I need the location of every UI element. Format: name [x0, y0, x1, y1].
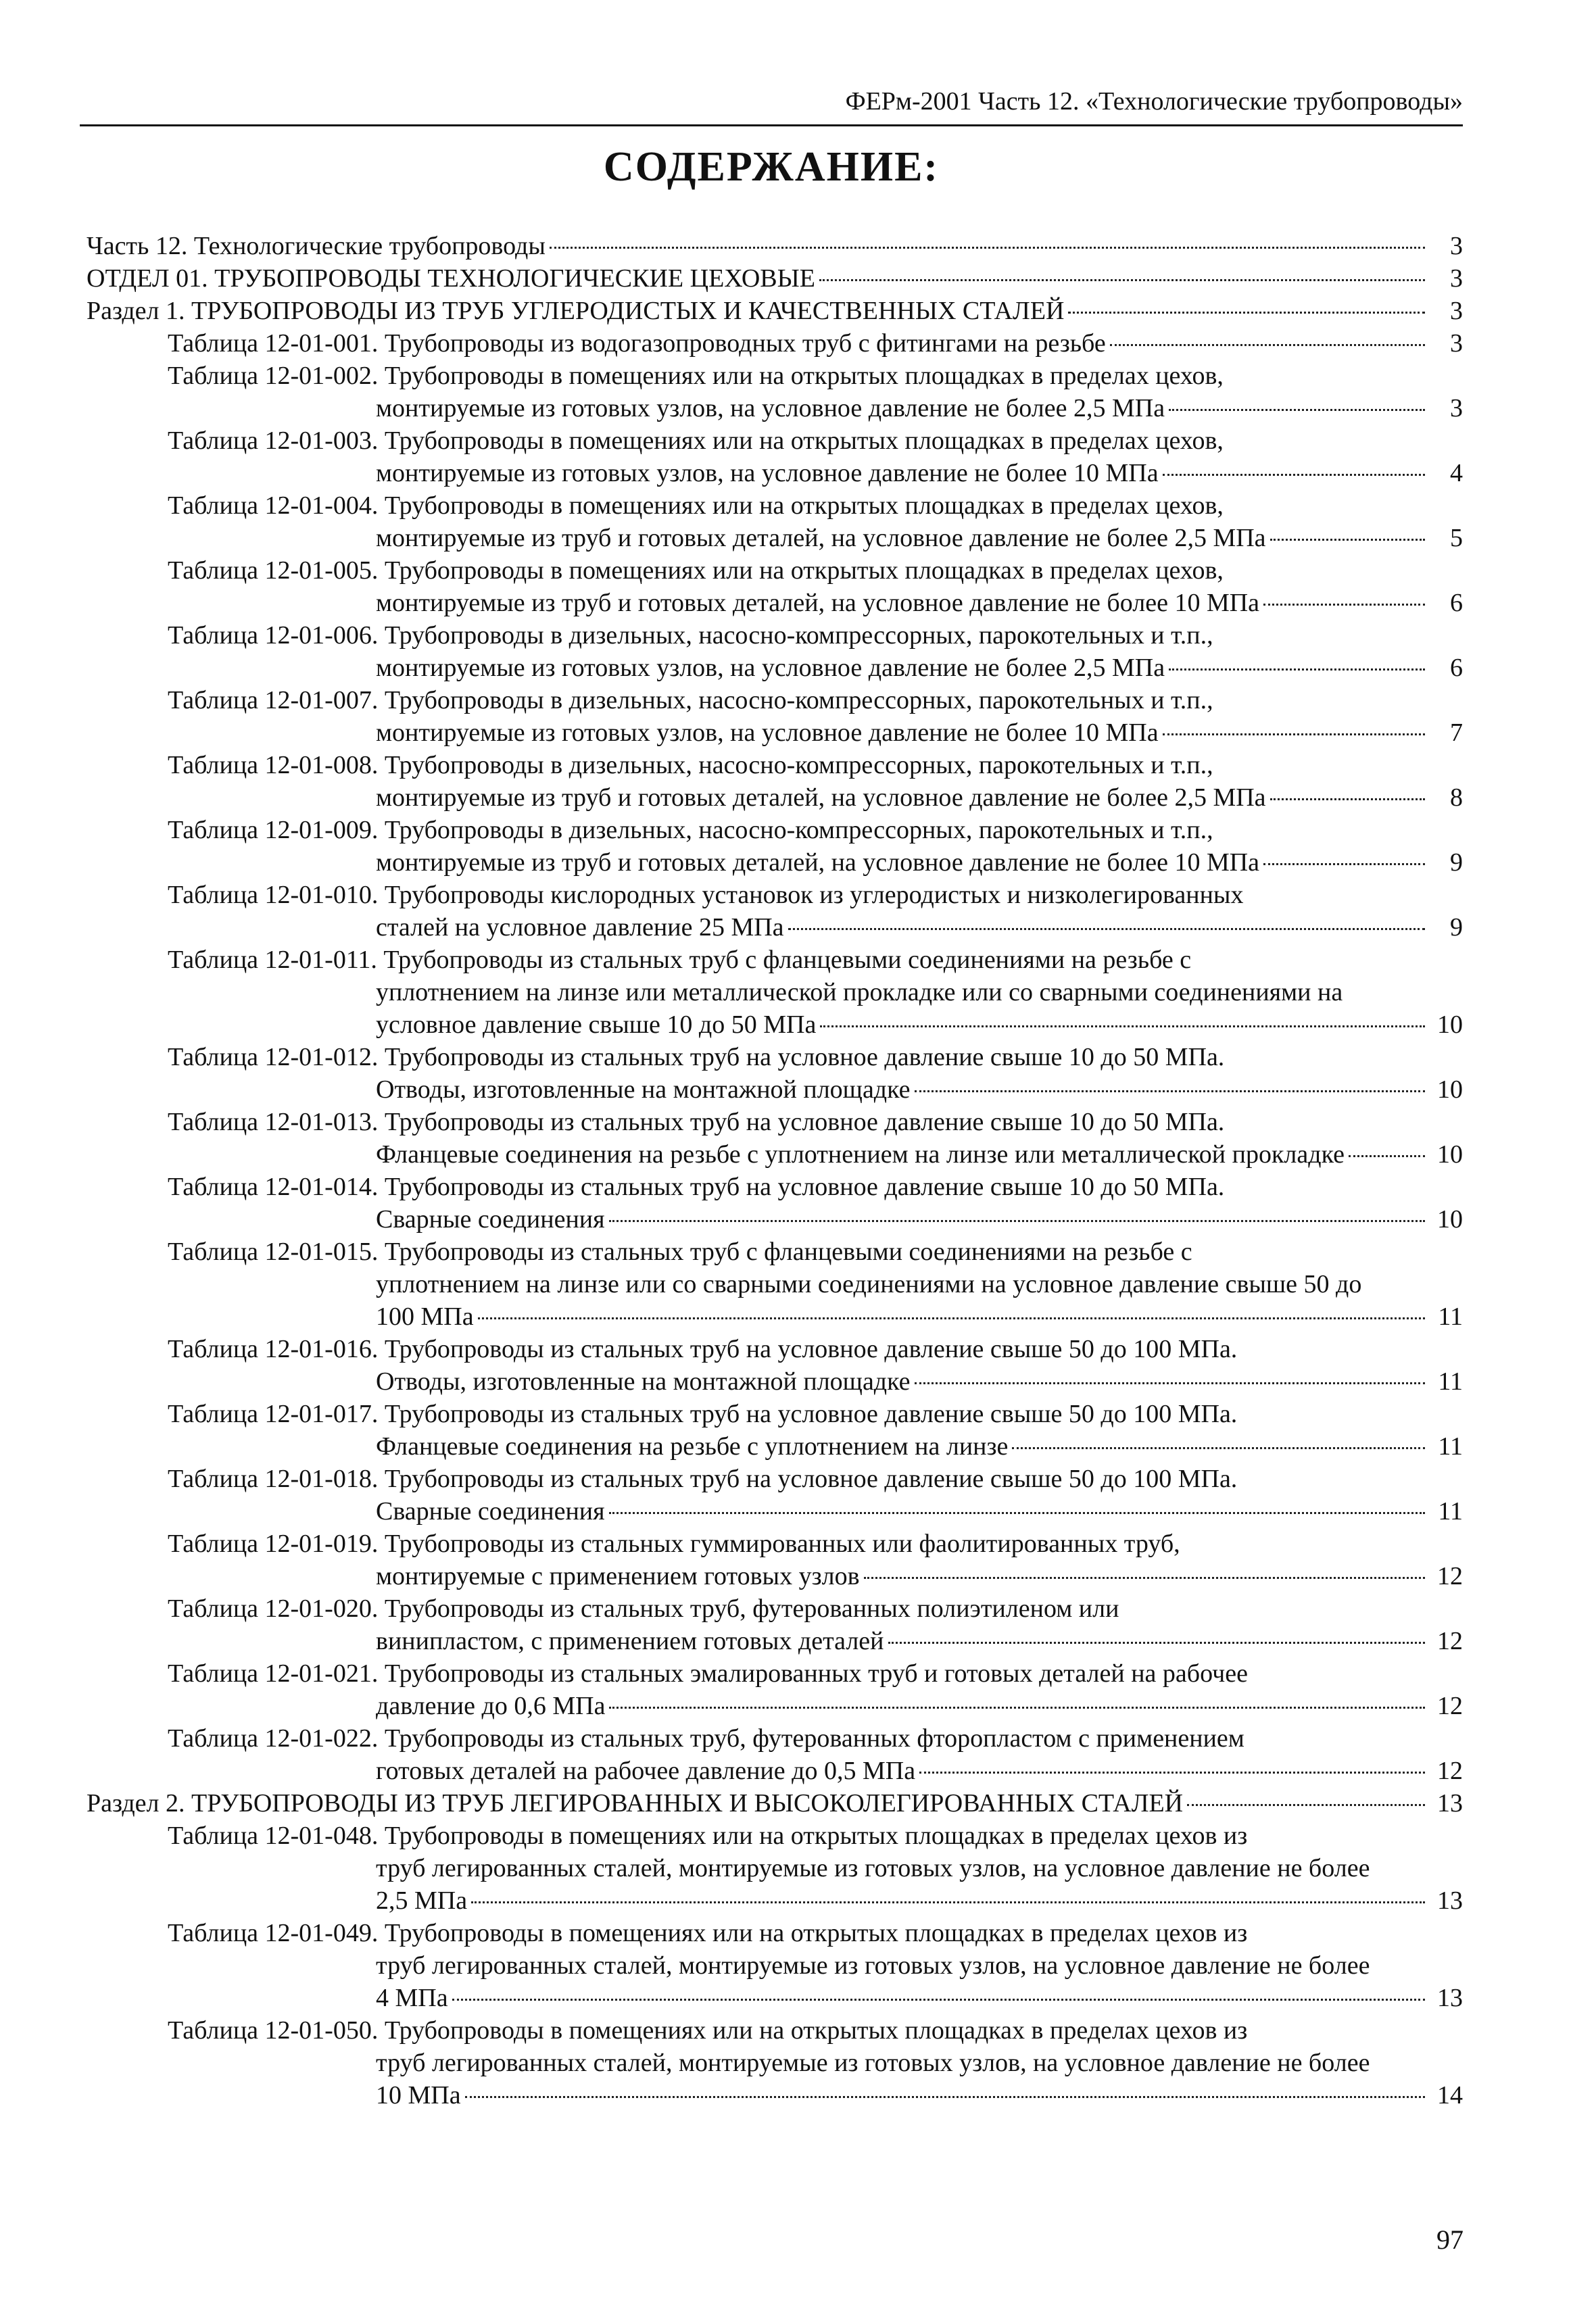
toc-entry-line: винипластом, с применением готовых деталей — [376, 1627, 884, 1655]
toc-entry-line: монтируемые из готовых узлов, на условное давление не более 10 МПа — [376, 718, 1159, 747]
page-number: 97 — [1436, 2224, 1464, 2255]
toc-entry-text — [168, 1171, 1463, 1236]
dot-leader — [1163, 474, 1425, 476]
dot-leader — [820, 1025, 1425, 1027]
toc-entry-text — [168, 1106, 1463, 1171]
toc-entry-text — [168, 489, 1463, 554]
toc-entry[interactable] — [87, 1333, 1463, 1398]
toc-entry[interactable] — [87, 424, 1463, 489]
toc-entry[interactable] — [87, 554, 1463, 619]
toc-entry[interactable] — [87, 327, 1463, 360]
toc-page-number: 13 — [1437, 1789, 1463, 1818]
toc-entry[interactable] — [87, 230, 1463, 262]
toc-entry-line: Таблица 12-01-020. Трубопроводы из стальных труб, футерованных полиэтиленом или — [168, 1594, 1119, 1623]
dot-leader — [1163, 733, 1425, 735]
toc-entry-line: Таблица 12-01-013. Трубопроводы из стальных труб на условное давление свыше 10 до 50 МПа. — [168, 1108, 1225, 1136]
toc-entry-text — [168, 1236, 1463, 1333]
toc-page-number: 6 — [1450, 589, 1463, 617]
toc-page-number: 3 — [1450, 297, 1463, 325]
toc-page-number: 12 — [1437, 1627, 1463, 1655]
dot-leader — [471, 1901, 1425, 1903]
toc-entry-line: Фланцевые соединения на резьбе с уплотнением на линзе или металлической прокладке — [376, 1140, 1345, 1169]
toc-entry-line: монтируемые из готовых узлов, на условное давление не более 2,5 МПа — [376, 654, 1165, 682]
dot-leader — [1263, 863, 1425, 865]
toc-entry-line: монтируемые из труб и готовых деталей, на условное давление не более 10 МПа — [376, 848, 1260, 877]
toc-entry[interactable] — [87, 360, 1463, 424]
dot-leader — [1169, 409, 1425, 411]
toc-entry-line: Таблица 12-01-016. Трубопроводы из стальных труб на условное давление свыше 50 до 100 МПа. — [168, 1335, 1238, 1363]
toc-entry-line: Раздел 2. ТРУБОПРОВОДЫ ИЗ ТРУБ ЛЕГИРОВАННЫХ И ВЫСОКОЛЕГИРОВАННЫХ СТАЛЕЙ — [87, 1789, 1184, 1818]
toc-entry-text — [87, 1787, 1463, 1820]
toc-entry-text — [168, 619, 1463, 684]
toc-entry[interactable] — [87, 814, 1463, 879]
dot-leader — [888, 1642, 1425, 1644]
toc-entry[interactable] — [87, 879, 1463, 944]
toc-entry-line: ОТДЕЛ 01. ТРУБОПРОВОДЫ ТЕХНОЛОГИЧЕСКИЕ ЦЕХОВЫЕ — [87, 264, 815, 293]
toc-entry-line: Часть 12. Технологические трубопроводы — [87, 232, 546, 260]
dot-leader — [452, 1999, 1425, 2001]
dot-leader — [609, 1512, 1425, 1514]
toc-page-number: 5 — [1450, 524, 1463, 552]
toc-entry-line: Таблица 12-01-003. Трубопроводы в помещениях или на открытых площадках в пределах цехов, — [168, 427, 1224, 455]
toc-entry-text — [168, 1657, 1463, 1722]
toc-entry-text — [87, 262, 1463, 295]
toc-page-number: 11 — [1438, 1302, 1463, 1331]
toc-entry-line: Раздел 1. ТРУБОПРОВОДЫ ИЗ ТРУБ УГЛЕРОДИСТЫХ И КАЧЕСТВЕННЫХ СТАЛЕЙ — [87, 297, 1065, 325]
toc-entry-line: монтируемые из труб и готовых деталей, на условное давление не более 2,5 МПа — [376, 783, 1266, 812]
toc-entry[interactable] — [87, 1820, 1463, 1917]
toc-page-number: 12 — [1437, 1562, 1463, 1590]
toc-page-number: 12 — [1437, 1757, 1463, 1785]
toc-entry-line: Таблица 12-01-005. Трубопроводы в помещениях или на открытых площадках в пределах цехов, — [168, 556, 1224, 585]
toc-entry[interactable] — [87, 1787, 1463, 1820]
toc-entry-text — [168, 1463, 1463, 1528]
toc-entry-text — [87, 295, 1463, 327]
toc-entry-text — [87, 230, 1463, 262]
toc-entry[interactable] — [87, 1463, 1463, 1528]
dot-leader — [915, 1090, 1425, 1092]
toc-page-number: 7 — [1450, 718, 1463, 747]
toc-page-number: 10 — [1437, 1205, 1463, 1234]
toc-entry[interactable] — [87, 1236, 1463, 1333]
toc-entry-line: Таблица 12-01-009. Трубопроводы в дизельных, насосно-компрессорных, парокотельных и т.п., — [168, 816, 1213, 844]
toc-entry-text — [168, 1592, 1463, 1657]
toc-entry[interactable] — [87, 944, 1463, 1041]
toc-entry-line: монтируемые из труб и готовых деталей, на условное давление не более 2,5 МПа — [376, 524, 1266, 552]
toc-entry[interactable] — [87, 2014, 1463, 2112]
toc-page-number: 9 — [1450, 913, 1463, 942]
toc-entry-line: Таблица 12-01-006. Трубопроводы в дизельных, насосно-компрессорных, парокотельных и т.п., — [168, 621, 1213, 650]
toc-entry-text — [168, 944, 1463, 1041]
dot-leader — [465, 2096, 1425, 2098]
toc-entry-line: 2,5 МПа — [376, 1886, 468, 1915]
toc-entry-line: Сварные соединения — [376, 1205, 605, 1234]
toc-entry[interactable] — [87, 1106, 1463, 1171]
dot-leader — [478, 1317, 1425, 1319]
toc-entry-text — [168, 360, 1463, 424]
dot-leader — [550, 247, 1425, 249]
toc-entry-line: Таблица 12-01-019. Трубопроводы из стальных гуммированных или фаолитированных труб, — [168, 1530, 1180, 1558]
toc-page-number: 8 — [1450, 783, 1463, 812]
toc-entry-line: уплотнением на линзе или металлической прокладке или со сварными соединениями на — [376, 978, 1343, 1006]
toc-page-number: 14 — [1437, 2081, 1463, 2110]
toc-page-number: 13 — [1437, 1984, 1463, 2012]
dot-leader — [915, 1382, 1425, 1384]
dot-leader — [1068, 312, 1425, 314]
toc-entry-text — [168, 1722, 1463, 1787]
toc-entry-line: труб легированных сталей, монтируемые из готовых узлов, на условное давление не более — [376, 1951, 1370, 1980]
dot-leader — [819, 279, 1425, 281]
toc-entry[interactable] — [87, 749, 1463, 814]
toc-entry-line: Таблица 12-01-017. Трубопроводы из стальных труб на условное давление свыше 50 до 100 МПа. — [168, 1400, 1238, 1428]
toc-page-number: 11 — [1438, 1432, 1463, 1461]
toc-entry[interactable] — [87, 1171, 1463, 1236]
toc-entry-text — [168, 1528, 1463, 1592]
dot-leader — [1169, 668, 1425, 671]
toc-entry-text — [168, 1398, 1463, 1463]
toc-entry-line: труб легированных сталей, монтируемые из готовых узлов, на условное давление не более — [376, 2049, 1370, 2077]
toc-entry-text — [168, 1333, 1463, 1398]
toc-page-number: 6 — [1450, 654, 1463, 682]
toc-entry-text — [168, 1820, 1463, 1917]
toc-entry-line: монтируемые из готовых узлов, на условное давление не более 2,5 МПа — [376, 394, 1165, 422]
toc-entry-line: уплотнением на линзе или со сварными соединениями на условное давление свыше 50 до — [376, 1270, 1362, 1298]
toc-entry-line: Отводы, изготовленные на монтажной площадке — [376, 1367, 911, 1396]
toc-entry[interactable] — [87, 489, 1463, 554]
toc-entry-line: Таблица 12-01-001. Трубопроводы из водогазопроводных труб с фитингами на резьбе — [168, 329, 1106, 358]
toc-entry-line: Таблица 12-01-021. Трубопроводы из стальных эмалированных труб и готовых деталей на рабочее — [168, 1659, 1248, 1688]
dot-leader — [864, 1577, 1425, 1579]
toc-entry[interactable] — [87, 1722, 1463, 1787]
toc-entry-text — [168, 749, 1463, 814]
toc-entry-line: Таблица 12-01-048. Трубопроводы в помещениях или на открытых площадках в пределах цехов из — [168, 1822, 1248, 1850]
toc-entry[interactable] — [87, 1041, 1463, 1106]
toc-entry[interactable] — [87, 619, 1463, 684]
toc-entry-line: 4 МПа — [376, 1984, 448, 2012]
toc-entry-line: Таблица 12-01-010. Трубопроводы кислородных установок из углеродистых и низколегированных — [168, 881, 1244, 909]
toc-entry-text — [168, 327, 1463, 360]
toc-page-number: 10 — [1437, 1075, 1463, 1104]
toc-entry-line: Таблица 12-01-014. Трубопроводы из стальных труб на условное давление свыше 10 до 50 МПа. — [168, 1173, 1225, 1201]
toc-entry-line: Таблица 12-01-008. Трубопроводы в дизельных, насосно-компрессорных, парокотельных и т.п., — [168, 751, 1213, 779]
dot-leader — [1270, 798, 1425, 800]
toc-page-number: 11 — [1438, 1497, 1463, 1526]
toc-entry-text — [168, 684, 1463, 749]
toc-entry[interactable] — [87, 262, 1463, 295]
toc-page-number: 3 — [1450, 264, 1463, 293]
toc-entry[interactable] — [87, 1592, 1463, 1657]
dot-leader — [788, 928, 1425, 930]
toc-entry-line: монтируемые из труб и готовых деталей, на условное давление не более 10 МПа — [376, 589, 1260, 617]
dot-leader — [1187, 1804, 1425, 1806]
toc-entry-line: давление до 0,6 МПа — [376, 1692, 606, 1720]
toc-page-number: 3 — [1450, 329, 1463, 358]
toc-entry-text — [168, 1917, 1463, 2014]
toc-entry-line: Фланцевые соединения на резьбе с уплотнением на линзе — [376, 1432, 1009, 1461]
toc-entry-line: условное давление свыше 10 до 50 МПа — [376, 1010, 817, 1039]
toc-entry-text — [168, 2014, 1463, 2112]
toc-entry-text — [168, 424, 1463, 489]
toc-entry-line: 10 МПа — [376, 2081, 461, 2110]
dot-leader — [1263, 604, 1425, 606]
page-title: СОДЕРЖАНИЕ: — [603, 144, 940, 190]
dot-leader — [1012, 1447, 1425, 1449]
toc-entry-line: Таблица 12-01-012. Трубопроводы из стальных труб на условное давление свыше 10 до 50 МПа. — [168, 1043, 1225, 1071]
toc-entry-line: Таблица 12-01-015. Трубопроводы из стальных труб с фланцевыми соединениями на резьбе с — [168, 1238, 1192, 1266]
toc-entry-line: труб легированных сталей, монтируемые из готовых узлов, на условное давление не более — [376, 1854, 1370, 1882]
toc-page-number: 10 — [1437, 1010, 1463, 1039]
running-header: ФЕРм-2001 Часть 12. «Технологические трубопроводы» — [80, 87, 1463, 126]
toc-entry[interactable] — [87, 1657, 1463, 1722]
dot-leader — [919, 1772, 1425, 1774]
toc-entry-line: Таблица 12-01-004. Трубопроводы в помещениях или на открытых площадках в пределах цехов, — [168, 491, 1224, 520]
toc-entry[interactable] — [87, 1528, 1463, 1592]
dot-leader — [1349, 1155, 1425, 1157]
toc-entry[interactable] — [87, 1917, 1463, 2014]
toc-page-number: 3 — [1450, 232, 1463, 260]
toc-entry[interactable] — [87, 1398, 1463, 1463]
toc-page-number: 11 — [1438, 1367, 1463, 1396]
toc-entry-line: Таблица 12-01-002. Трубопроводы в помещениях или на открытых площадках в пределах цехов, — [168, 362, 1224, 390]
toc-entry-text — [168, 554, 1463, 619]
toc-entry-line: готовых деталей на рабочее давление до 0,5 МПа — [376, 1757, 916, 1785]
toc-entry[interactable] — [87, 295, 1463, 327]
dot-leader — [1110, 344, 1425, 346]
toc-entry-text — [168, 814, 1463, 879]
toc-page-number: 9 — [1450, 848, 1463, 877]
table-of-contents — [87, 230, 1463, 2112]
dot-leader — [609, 1220, 1425, 1222]
toc-entry-line: Таблица 12-01-018. Трубопроводы из стальных труб на условное давление свыше 50 до 100 МПа. — [168, 1465, 1238, 1493]
toc-entry-line: Таблица 12-01-049. Трубопроводы в помещениях или на открытых площадках в пределах цехов из — [168, 1919, 1248, 1947]
toc-entry[interactable] — [87, 684, 1463, 749]
toc-entry-text — [168, 879, 1463, 944]
toc-entry-line: сталей на условное давление 25 МПа — [376, 913, 784, 942]
toc-page-number: 13 — [1437, 1886, 1463, 1915]
toc-entry-line: Сварные соединения — [376, 1497, 605, 1526]
toc-page-number: 12 — [1437, 1692, 1463, 1720]
toc-entry-line: Таблица 12-01-007. Трубопроводы в дизельных, насосно-компрессорных, парокотельных и т.п., — [168, 686, 1213, 714]
toc-entry-line: 100 МПа — [376, 1302, 474, 1331]
toc-entry-line: монтируемые из готовых узлов, на условное давление не более 10 МПа — [376, 459, 1159, 487]
dot-leader — [1270, 539, 1425, 541]
dot-leader — [609, 1707, 1425, 1709]
toc-page-number: 10 — [1437, 1140, 1463, 1169]
toc-page-number: 3 — [1450, 394, 1463, 422]
toc-entry-line: Таблица 12-01-050. Трубопроводы в помещениях или на открытых площадках в пределах цехов из — [168, 2016, 1248, 2045]
toc-entry-line: Таблица 12-01-011. Трубопроводы из стальных труб с фланцевыми соединениями на резьбе с — [168, 946, 1192, 974]
toc-entry-text — [168, 1041, 1463, 1106]
toc-entry-line: Отводы, изготовленные на монтажной площадке — [376, 1075, 911, 1104]
toc-entry-line: Таблица 12-01-022. Трубопроводы из стальных труб, футерованных фторопластом с применением — [168, 1724, 1244, 1753]
toc-page-number: 4 — [1450, 459, 1463, 487]
toc-entry-line: монтируемые с применением готовых узлов — [376, 1562, 860, 1590]
